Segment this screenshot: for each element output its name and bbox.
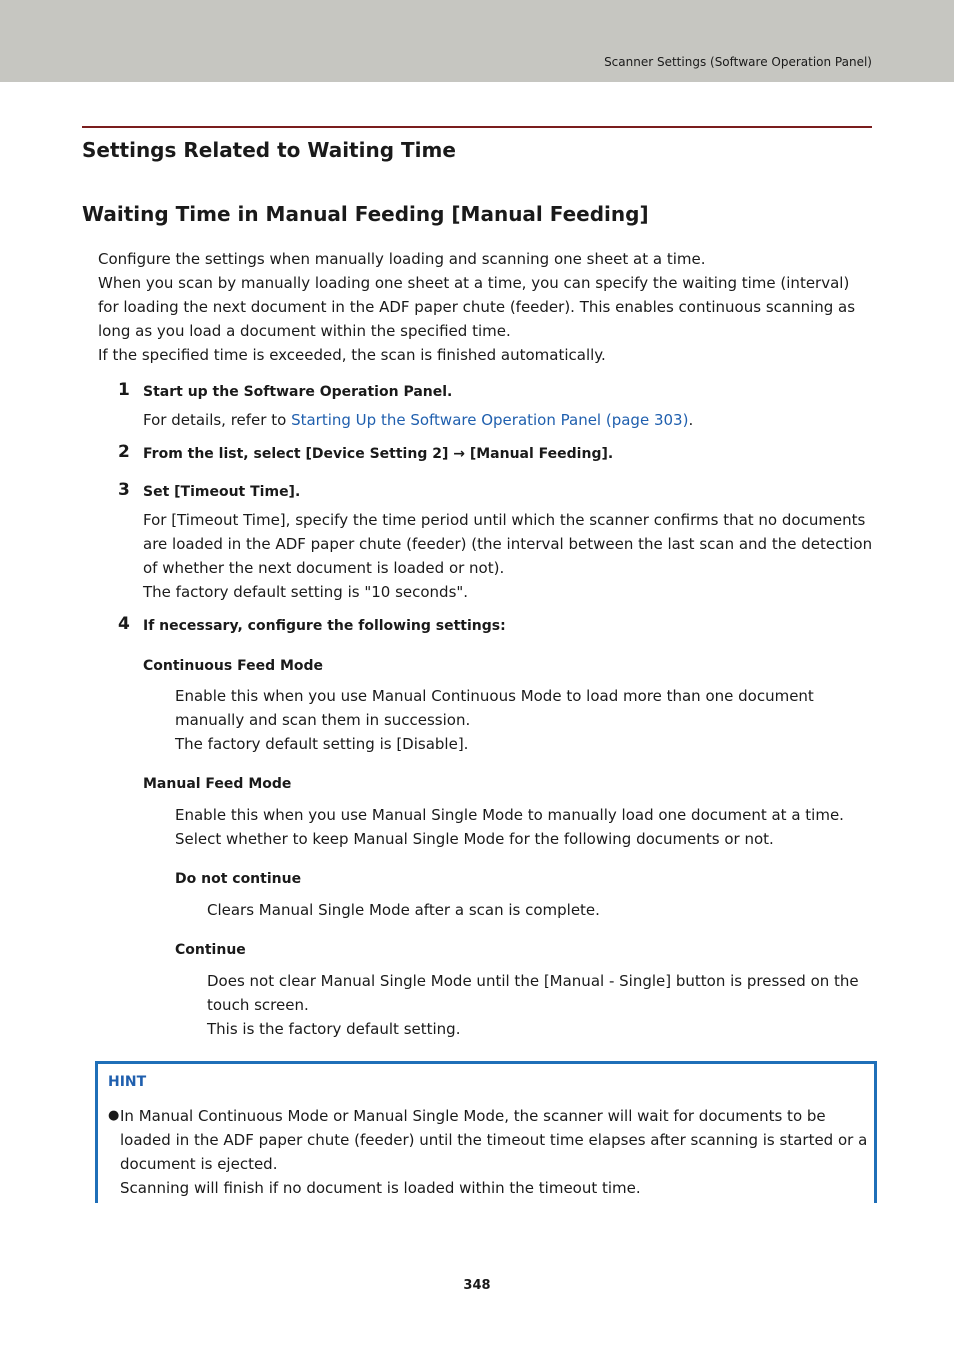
continue-line: Does not clear Manual Single Mode until the [Manual - Single] button is pressed on the touch screen.	[207, 972, 859, 1014]
intro-line-3: If the specified time is exceeded, the scan is finished automatically.	[98, 346, 606, 364]
manual-feed-line: Select whether to keep Manual Single Mode for the following documents or not.	[175, 830, 774, 848]
continuous-feed-heading: Continuous Feed Mode	[143, 658, 324, 674]
step-number: 3	[118, 480, 130, 500]
page-link[interactable]: Starting Up the Software Operation Panel (page 303)	[291, 411, 689, 429]
continuous-feed-line: The factory default setting is [Disable].	[175, 735, 469, 753]
step-desc-prefix: For details, refer to	[143, 411, 292, 429]
step-title: Start up the Software Operation Panel.	[143, 384, 453, 400]
step-desc-suffix: .	[688, 411, 694, 429]
manual-feed-text	[175, 803, 872, 851]
continuous-feed-line: Enable this when you use Manual Continuous Mode to load more than one document manually and scan them in succession.	[175, 687, 814, 729]
hint-line: In Manual Continuous Mode or Manual Single Mode, the scanner will wait for documents to be loaded in the ADF paper chute (feeder) until the timeout time elapses after scanning is started or a document is ejected.	[120, 1107, 868, 1173]
intro-line-1: Configure the settings when manually loading and scanning one sheet at a time.	[98, 250, 706, 268]
hint-title: HINT	[108, 1074, 147, 1090]
section-rule	[82, 126, 872, 128]
section-title: Settings Related to Waiting Time	[82, 138, 456, 162]
step-description	[143, 408, 873, 432]
hint-box	[95, 1061, 877, 1203]
step-number: 4	[118, 614, 130, 634]
continuous-feed-text	[175, 684, 865, 756]
continue-heading: Continue	[175, 942, 246, 958]
manual-feed-line: Enable this when you use Manual Single Mode to manually load one document at a time.	[175, 806, 844, 824]
intro-line-2: When you scan by manually loading one sheet at a time, you can specify the waiting time (interval) for loading the next document in the ADF paper chute (feeder). This enables continuous scanning as long as you load a document within the specified time.	[98, 274, 856, 340]
do-not-continue-line: Clears Manual Single Mode after a scan is complete.	[207, 901, 600, 919]
bullet-icon: ●	[108, 1108, 120, 1123]
subsection-title: Waiting Time in Manual Feeding [Manual Feeding]	[82, 202, 649, 226]
continue-text	[207, 969, 872, 1041]
continue-line: This is the factory default setting.	[207, 1020, 461, 1038]
do-not-continue-text	[207, 898, 872, 922]
step-desc-line: The factory default setting is "10 seconds".	[143, 583, 469, 601]
header-breadcrumb: Scanner Settings (Software Operation Panel)	[604, 55, 872, 69]
page-number: 348	[463, 1278, 491, 1293]
step-number: 2	[118, 442, 130, 462]
step-title: If necessary, configure the following settings:	[143, 618, 506, 634]
step-number: 1	[118, 380, 130, 400]
step-desc-line: For [Timeout Time], specify the time period until which the scanner confirms that no documents are loaded in the ADF paper chute (feeder) (the interval between the last scan and the detection of whether the next document is loaded or not).	[143, 511, 873, 577]
page-header	[0, 0, 954, 82]
intro-text	[98, 247, 872, 367]
manual-feed-heading: Manual Feed Mode	[143, 776, 292, 792]
step-title: From the list, select [Device Setting 2] → [Manual Feeding].	[143, 446, 614, 462]
hint-line: Scanning will finish if no document is loaded within the timeout time.	[120, 1179, 641, 1197]
do-not-continue-heading: Do not continue	[175, 871, 302, 887]
hint-body	[120, 1104, 868, 1200]
step-title: Set [Timeout Time].	[143, 484, 301, 500]
step-description	[143, 508, 873, 604]
